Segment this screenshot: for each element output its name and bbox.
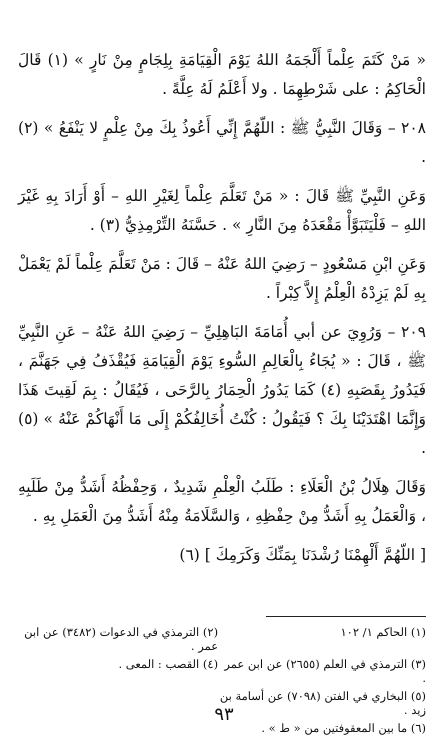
footnote: (٣) الترمذي في العلم (٢٦٥٥) عن ابن عمر . <box>224 657 426 685</box>
paragraph: وَقَالَ هِلَالُ بْنُ الْعَلَاءِ : طَلَبُ الْعِلْمِ شَدِيدٌ ، وَحِفْظُهُ أَشَدُّ مِنْ طَلَبِهِ ، وَالْعَمَلُ بِهِ أَشَدُّ مِنْ حِفْظِهِ ، وَالسَّلَامَةُ مِنْهُ أَشَدُّ مِنَ الْعَمَلِ بِهِ . <box>18 478 426 525</box>
footnote: (٤) القصب : المعى . <box>118 657 219 671</box>
footnote: (٦) ما بين المعقوفتين من « ط » . <box>261 721 426 735</box>
footnote-row <box>18 655 426 687</box>
page-number: ٩٣ <box>214 704 234 725</box>
paragraph: وَعَنِ ابْنِ مَسْعُودٍ – رَضِيَ اللهُ عَنْهُ – قَالَ : مَنْ تَعَلَّمَ عِلْماً لَمْ يَعْمَلْ بِهِ لَمْ يَزِدْهُ الْعِلْمُ إِلاَّ كِبْراً . <box>18 255 426 302</box>
paragraph: « مَنْ كَتَمَ عِلْماً أَلْجَمَهُ اللهُ يَوْمَ الْقِيَامَةِ بِلِجَامٍ مِنْ نَارٍ » (١) قَالَ الْحَاكِمُ : على شَرْطِهِمَا . ولا أَعْلَمُ لَهُ عِلَّةً . <box>18 51 426 98</box>
footnote: (٥) البخاري في الفتن (٧٠٩٨) عن أسامة بن زيد . <box>219 689 426 717</box>
main-text <box>18 46 426 580</box>
footnote: (٢) الترمذي في الدعوات (٣٤٨٢) عن ابن عمر . <box>24 625 219 653</box>
paragraph: ٢٠٩ – وَرُوِيَ عن أبي أُمَامَةَ البَاهِلِيِّ – رَضِيَ اللهُ عَنْهُ – عَنِ النَّبِيِّ ﷺ ، قَالَ : « يُجَاءُ بِالْعَالِمِ السُّوءِ يَوْمَ الْقِيَامَةِ فَيُقْذَفُ فِي جَهَنَّمَ ، فَيَدُورُ بِقَصَبِهِ (٤) كَمَا يَدُورُ الْحِمَارُ بِالرَّحَى ، فَيُقَالُ : بِمَ لَقِيتَ هَذَا وَإِنَّمَا اهْتَدَيْنَا بِكَ ؟ فَيَقُولُ : كُنْتُ أُخَالِفُكُمْ إِلَى مَا أَنْهَاكُمْ عَنْهُ » (٥) . <box>18 323 426 457</box>
paragraph: ٢٠٨ – وَقَالَ النَّبِيُّ ﷺ : اللّهُمَّ إِنِّي أَعُوذُ بِكَ مِنْ عِلْمٍ لا يَنْفَعُ » (٢) . <box>18 119 426 166</box>
footnote-row <box>18 623 426 655</box>
footnote-separator <box>266 616 426 617</box>
paragraph: [ اللّهُمَّ أَلْهِمْنَا رُشْدَنَا بِمَنِّكَ وَكَرَمِكَ ] (٦) <box>179 546 426 564</box>
footnote: (١) الحاكم ١/ ١٠٢ <box>340 625 426 639</box>
paragraph: وَعَنِ النَّبِيِّ ﷺ قَالَ : « مَنْ تَعَلَّمَ عِلْماً لِغَيْرِ اللهِ – أَوْ أَرَادَ بِهِ غَيْرَ اللهِ – فَلْيَتَبَوَّأْ مَقْعَدَهُ مِنَ النَّارِ » . حَسَّنَهُ التِّرْمِذِيُّ (٣) . <box>18 187 426 234</box>
